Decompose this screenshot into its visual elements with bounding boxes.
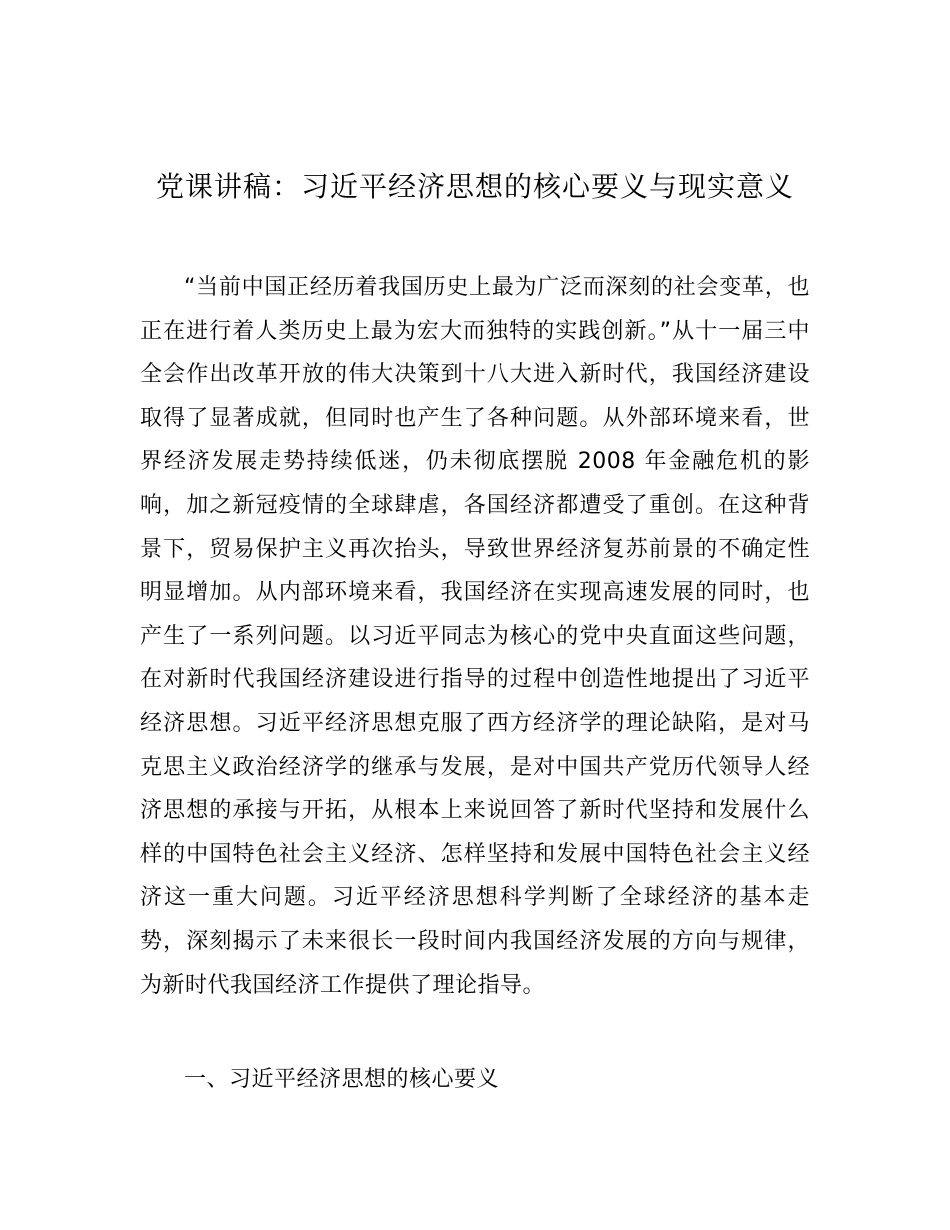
intro-paragraph: “当前中国正经历着我国历史上最为广泛而深刻的社会变革，也正在进行着人类历史上最为宏大而独特的实践创新。”从十一届三中全会作出改革开放的伟大决策到十八大进入新时代，我国经济建设取得了显著成就，但同时也产生了各种问题。从外部环境来看，世界经济发展走势持续低迷，仍未彻底摆脱 2008 年金融危机的影响，加之新冠疫情的全球肆虐，各国经济都遭受了重创。在这种背景下，贸易保护主义再次抬头，导致世界经济复苏前景的不确定性明显增加。从内部环境来看，我国经济在实现高速发展的同时，也产生了一系列问题。以习近平同志为核心的党中央直面这些问题，在对新时代我国经济建设进行指导的过程中创造性地提出了习近平经济思想。习近平经济思想克服了西方经济学的理论缺陷，是对马克思主义政治经济学的继承与发展，是对中国共产党历代领导人经济思想的承接与开拓，从根本上来说回答了新时代坚持和发展什么样的中国特色社会主义经济、怎样坚持和发展中国特色社会主义经济这一重大问题。习近平经济思想科学判断了全球经济的基本走势，深刻揭示了未来很长一段时间内我国经济发展的方向与规律，为新时代我国经济工作提供了理论指导。	[140, 275, 810, 998]
document-title: 党课讲稿：习近平经济思想的核心要义与现实意义	[155, 170, 794, 203]
section-heading: 一、习近平经济思想的核心要义	[184, 1067, 500, 1092]
